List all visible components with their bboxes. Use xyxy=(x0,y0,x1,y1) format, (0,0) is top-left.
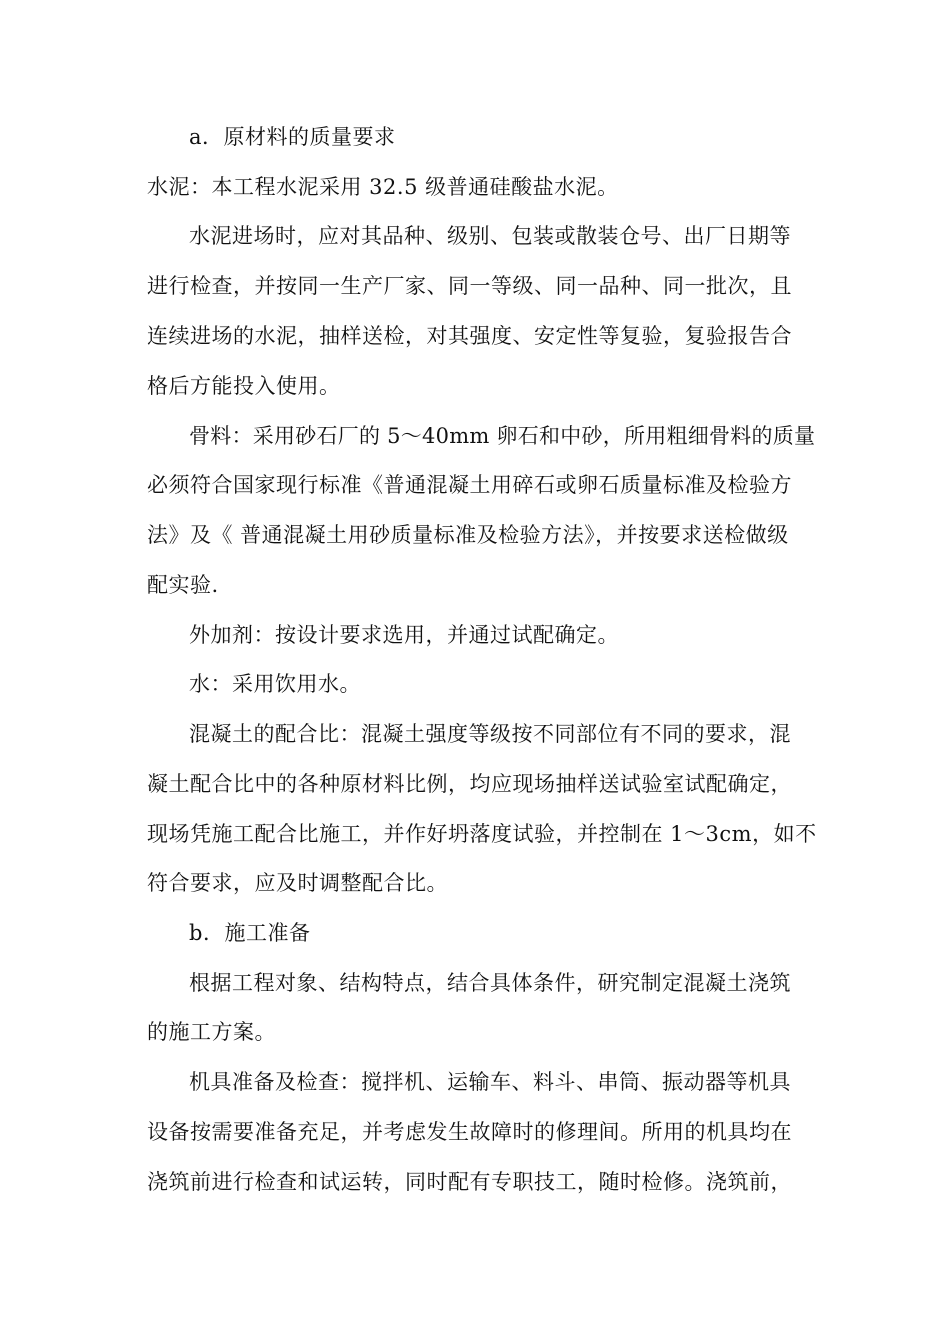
paragraph-line: 设备按需要准备充足，并考虑发生故障时的修理间。所用的机具均在 xyxy=(147,1120,792,1144)
paragraph-water: 水：采用饮用水。 xyxy=(189,672,361,696)
paragraph-line: 的施工方案。 xyxy=(147,1020,276,1044)
paragraph-mix-ratio: 混凝土的配合比：混凝土强度等级按不同部位有不同的要求，混 xyxy=(189,722,791,746)
paragraph-admixture: 外加剂：按设计要求选用，并通过试配确定。 xyxy=(189,623,619,647)
paragraph-line: 水泥进场时，应对其品种、级别、包装或散装仓号、出厂日期等 xyxy=(189,224,791,248)
paragraph-line: 必须符合国家现行标准《普通混凝土用碎石或卵石质量标准及检验方 xyxy=(147,473,792,497)
paragraph-cement: 水泥：本工程水泥采用 32.5 级普通硅酸盐水泥。 xyxy=(147,175,619,199)
paragraph-line: 符合要求，应及时调整配合比。 xyxy=(147,871,448,895)
heading-raw-material-quality: a．原材料的质量要求 xyxy=(189,125,396,149)
paragraph-line: 法》及《 普通混凝土用砂质量标准及检验方法》，并按要求送检做级 xyxy=(147,523,789,547)
heading-construction-preparation: b．施工准备 xyxy=(189,921,311,945)
paragraph-line: 浇筑前进行检查和试运转，同时配有专职技工，随时检修。浇筑前， xyxy=(147,1170,792,1194)
paragraph-line: 凝土配合比中的各种原材料比例，均应现场抽样送试验室试配确定， xyxy=(147,772,792,796)
paragraph-line: 现场凭施工配合比施工，并作好坍落度试验，并控制在 1～3cm，如不 xyxy=(147,822,817,846)
paragraph-line: 配实验. xyxy=(147,573,219,597)
paragraph-line: 连续进场的水泥，抽样送检，对其强度、安定性等复验，复验报告合 xyxy=(147,324,792,348)
paragraph-aggregate: 骨料：采用砂石厂的 5～40mm 卵石和中砂，所用粗细骨料的质量 xyxy=(189,424,816,448)
paragraph-construction-plan: 根据工程对象、结构特点，结合具体条件，研究制定混凝土浇筑 xyxy=(189,971,791,995)
paragraph-line: 格后方能投入使用。 xyxy=(147,374,341,398)
paragraph-line: 进行检查，并按同一生产厂家、同一等级、同一品种、同一批次，且 xyxy=(147,274,792,298)
paragraph-equipment: 机具准备及检查：搅拌机、运输车、料斗、串筒、振动器等机具 xyxy=(189,1070,791,1094)
